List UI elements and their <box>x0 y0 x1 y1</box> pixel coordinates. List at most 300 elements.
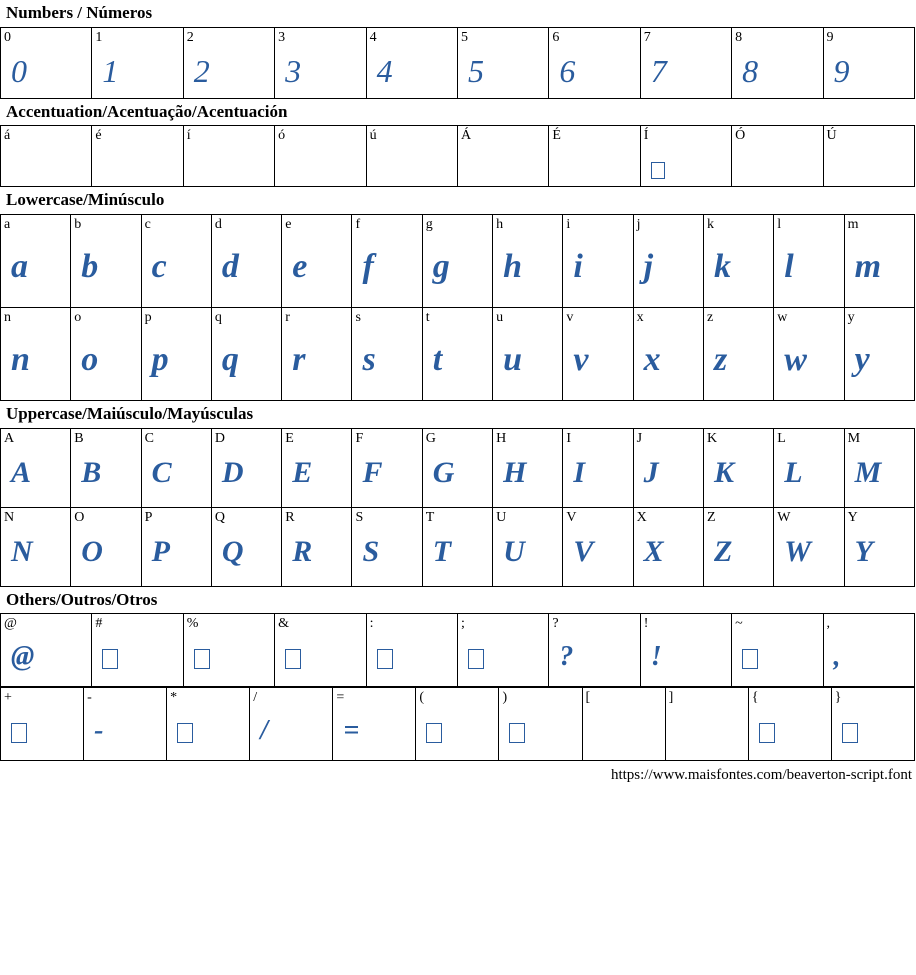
glyph-sample: H <box>503 455 527 489</box>
section-title-numbers: Numbers / Números <box>6 3 153 22</box>
glyph-sample-missing <box>275 633 365 673</box>
glyph-label: S <box>355 509 364 525</box>
glyph-table-accentuation <box>0 125 915 187</box>
glyph-sample <box>666 707 748 719</box>
glyph-sample <box>583 707 665 719</box>
glyph-sample: p <box>151 341 169 379</box>
glyph-label: ú <box>369 128 377 144</box>
glyph-label: 8 <box>735 29 743 45</box>
glyph-cell[interactable] <box>732 27 823 98</box>
glyph-label: Ú <box>826 128 837 144</box>
glyph-cell[interactable] <box>211 215 281 308</box>
glyph-sample: l <box>784 248 794 286</box>
glyph-sample: B <box>81 455 102 489</box>
glyph-label: é <box>95 128 102 144</box>
glyph-label: ~ <box>735 616 743 632</box>
glyph-label: D <box>214 430 226 446</box>
glyph-label: 3 <box>278 29 286 45</box>
glyph-label: , <box>826 616 831 632</box>
section-title-accentuation: Accentuation/Acentuação/Acentuación <box>6 101 288 121</box>
glyph-label: Ó <box>735 128 746 144</box>
glyph-cell[interactable] <box>457 27 548 98</box>
glyph-sample: w <box>784 341 807 379</box>
glyph-sample <box>458 145 548 157</box>
glyph-cell[interactable] <box>457 614 548 687</box>
glyph-cell[interactable] <box>275 27 366 98</box>
glyph-sample: x <box>643 341 661 379</box>
glyph-sample: g <box>432 248 450 286</box>
glyph-label: [ <box>585 690 591 706</box>
glyph-sample: j <box>643 248 654 286</box>
glyph-cell[interactable] <box>732 126 823 187</box>
table-row <box>1 688 915 761</box>
glyph-label: p <box>144 310 152 326</box>
glyph-cell[interactable] <box>640 27 731 98</box>
glyph-cell[interactable] <box>211 308 281 401</box>
glyph-label: m <box>847 217 859 233</box>
glyph-sample <box>92 145 182 157</box>
glyph-cell[interactable] <box>549 126 640 187</box>
glyph-cell[interactable] <box>92 126 183 187</box>
glyph-label: Í <box>643 128 649 144</box>
glyph-sample: Y <box>854 534 873 568</box>
glyph-label: } <box>834 690 842 706</box>
glyph-sample: @ <box>11 641 35 673</box>
glyph-label: i <box>566 217 571 233</box>
glyph-label: U <box>496 509 507 525</box>
table-row <box>1 126 915 187</box>
glyph-sample: W <box>784 534 811 568</box>
glyph-cell[interactable] <box>422 215 492 308</box>
glyph-sample: d <box>221 248 239 286</box>
glyph-label: 0 <box>4 29 11 45</box>
glyph-cell[interactable] <box>141 215 211 308</box>
glyph-label: n <box>4 310 11 326</box>
glyph-label: 9 <box>826 29 834 45</box>
glyph-cell[interactable] <box>563 507 633 586</box>
glyph-sample: A <box>11 455 32 489</box>
glyph-label: : <box>369 616 374 632</box>
glyph-label: á <box>4 128 11 144</box>
glyph-cell[interactable] <box>183 126 274 187</box>
glyph-label: W <box>777 509 791 525</box>
glyph-label: @ <box>4 616 17 632</box>
glyph-label: M <box>847 430 861 446</box>
glyph-sample: c <box>151 248 167 286</box>
glyph-table-numbers <box>0 27 915 99</box>
glyph-cell[interactable] <box>71 507 141 586</box>
glyph-label: ; <box>460 616 465 632</box>
glyph-sample-missing <box>416 707 498 747</box>
glyph-sample <box>732 145 822 157</box>
glyph-sample: , <box>833 641 841 673</box>
glyph-table-uppercase <box>0 428 915 587</box>
glyph-sample: r <box>292 341 306 379</box>
glyph-cell[interactable] <box>633 308 703 401</box>
glyph-cell[interactable] <box>84 688 167 761</box>
glyph-sample: i <box>573 248 583 286</box>
glyph-label: v <box>566 310 574 326</box>
glyph-cell[interactable] <box>844 308 914 401</box>
glyph-cell[interactable] <box>183 27 274 98</box>
glyph-cell[interactable] <box>422 507 492 586</box>
glyph-cell[interactable] <box>563 428 633 507</box>
glyph-sample: ! <box>650 641 662 673</box>
glyph-label: 1 <box>95 29 103 45</box>
glyph-sample <box>549 145 639 157</box>
glyph-sample: e <box>292 248 308 286</box>
glyph-label: y <box>847 310 855 326</box>
glyph-cell[interactable] <box>549 27 640 98</box>
glyph-label: c <box>144 217 151 233</box>
glyph-sample: Z <box>713 534 733 568</box>
glyph-label: q <box>214 310 222 326</box>
glyph-label: u <box>496 310 504 326</box>
glyph-sample: v <box>573 341 589 379</box>
missing-glyph-icon <box>377 649 393 669</box>
glyph-label: J <box>636 430 643 446</box>
glyph-sample: T <box>432 534 452 568</box>
glyph-cell[interactable] <box>831 688 914 761</box>
glyph-cell[interactable] <box>493 308 563 401</box>
glyph-cell[interactable] <box>1 215 71 308</box>
glyph-label: B <box>74 430 84 446</box>
glyph-sample: 4 <box>376 52 393 89</box>
glyph-label: r <box>285 310 290 326</box>
glyph-cell[interactable] <box>1 507 71 586</box>
glyph-cell[interactable] <box>167 688 250 761</box>
glyph-sample-missing <box>832 707 914 747</box>
glyph-label: l <box>777 217 782 233</box>
glyph-sample: q <box>221 341 239 379</box>
glyph-label: { <box>751 690 759 706</box>
glyph-cell[interactable] <box>457 126 548 187</box>
glyph-sample-missing <box>367 633 457 673</box>
missing-glyph-icon <box>651 162 665 179</box>
glyph-sample: X <box>643 534 664 568</box>
glyph-label: ] <box>668 690 674 706</box>
glyph-cell[interactable] <box>665 688 748 761</box>
glyph-label: L <box>777 430 786 446</box>
glyph-sample: O <box>81 534 103 568</box>
glyph-cell[interactable] <box>1 688 84 761</box>
glyph-sample: m <box>854 248 882 286</box>
glyph-sample <box>275 145 365 157</box>
glyph-cell[interactable] <box>141 308 211 401</box>
glyph-cell[interactable] <box>640 614 731 687</box>
table-row <box>1 614 915 687</box>
glyph-sample: 6 <box>559 52 576 89</box>
glyph-cell[interactable] <box>703 428 773 507</box>
glyph-cell[interactable] <box>732 614 823 687</box>
glyph-label: N <box>4 509 15 525</box>
glyph-sample: 5 <box>467 52 484 89</box>
glyph-cell[interactable] <box>823 126 914 187</box>
glyph-label: 2 <box>186 29 194 45</box>
glyph-sample-missing <box>458 633 548 673</box>
glyph-cell[interactable] <box>844 428 914 507</box>
glyph-label: b <box>74 217 82 233</box>
glyph-sample: k <box>713 248 731 286</box>
glyph-cell[interactable] <box>633 215 703 308</box>
section-title-uppercase: Uppercase/Maiúsculo/Mayúsculas <box>6 404 254 424</box>
glyph-sample: 0 <box>11 52 27 89</box>
glyph-sample: L <box>784 455 803 489</box>
glyph-cell[interactable] <box>703 507 773 586</box>
glyph-sample: M <box>854 455 882 489</box>
glyph-sample: V <box>573 534 594 568</box>
glyph-label: Q <box>214 509 226 525</box>
glyph-sample <box>824 145 914 157</box>
glyph-table-others <box>0 613 915 687</box>
glyph-sample: y <box>854 341 870 379</box>
glyph-cell[interactable] <box>844 507 914 586</box>
glyph-sample: a <box>11 248 28 286</box>
glyph-sample: f <box>362 248 374 286</box>
glyph-label: z <box>706 310 714 326</box>
glyph-label: T <box>425 509 435 525</box>
glyph-sample: G <box>432 455 455 489</box>
glyph-label: I <box>566 430 572 446</box>
glyph-sample: U <box>503 534 525 568</box>
glyph-label: X <box>636 509 647 525</box>
glyph-cell[interactable] <box>748 688 831 761</box>
missing-glyph-icon <box>509 723 525 743</box>
glyph-label: V <box>566 509 577 525</box>
glyph-table-lowercase <box>0 214 915 401</box>
glyph-cell[interactable] <box>703 215 773 308</box>
glyph-label: x <box>636 310 644 326</box>
glyph-cell[interactable] <box>250 688 333 761</box>
glyph-label: A <box>4 430 15 446</box>
source-url[interactable]: https://www.maisfontes.com/beaverton-script.font <box>610 767 912 784</box>
glyph-cell[interactable] <box>774 308 844 401</box>
missing-glyph-icon <box>842 723 858 743</box>
glyph-label: h <box>496 217 504 233</box>
glyph-cell[interactable] <box>422 308 492 401</box>
glyph-cell[interactable] <box>275 126 366 187</box>
glyph-sample: z <box>713 341 728 379</box>
glyph-sample: J <box>643 455 659 489</box>
glyph-sample: b <box>81 248 99 286</box>
glyph-label: H <box>496 430 507 446</box>
glyph-sample: s <box>362 341 376 379</box>
glyph-cell[interactable] <box>92 27 183 98</box>
glyph-sample: u <box>503 341 522 379</box>
glyph-sample <box>1 145 91 157</box>
glyph-label: ? <box>552 616 559 632</box>
glyph-cell[interactable] <box>282 308 352 401</box>
glyph-cell[interactable] <box>366 614 457 687</box>
glyph-sample: o <box>81 341 99 379</box>
glyph-label: 7 <box>643 29 651 45</box>
glyph-sample: 8 <box>742 52 759 89</box>
glyph-cell[interactable] <box>563 308 633 401</box>
glyph-sample-missing <box>184 633 274 673</box>
glyph-cell[interactable] <box>582 688 665 761</box>
glyph-cell[interactable] <box>275 614 366 687</box>
table-row <box>1 308 915 401</box>
glyph-label: o <box>74 310 82 326</box>
glyph-cell[interactable] <box>211 507 281 586</box>
glyph-cell[interactable] <box>499 688 582 761</box>
glyph-label: s <box>355 310 361 326</box>
glyph-label: = <box>336 690 345 706</box>
glyph-label: F <box>355 430 364 446</box>
glyph-label: # <box>95 616 103 632</box>
glyph-cell[interactable] <box>141 507 211 586</box>
glyph-cell[interactable] <box>1 126 92 187</box>
glyph-cell[interactable] <box>141 428 211 507</box>
glyph-cell[interactable] <box>549 614 640 687</box>
glyph-cell[interactable] <box>422 428 492 507</box>
glyph-table-others-2 <box>0 687 915 761</box>
glyph-sample <box>367 145 457 157</box>
missing-glyph-icon <box>426 723 442 743</box>
glyph-label: k <box>706 217 714 233</box>
glyph-sample: / <box>260 715 269 747</box>
glyph-cell[interactable] <box>703 308 773 401</box>
glyph-label: & <box>278 616 290 632</box>
glyph-sample: D <box>221 455 244 489</box>
glyph-label: ! <box>643 616 649 632</box>
glyph-cell[interactable] <box>366 126 457 187</box>
glyph-cell[interactable] <box>71 215 141 308</box>
glyph-cell[interactable] <box>1 614 92 687</box>
glyph-label: P <box>144 509 153 525</box>
glyph-cell[interactable] <box>352 507 422 586</box>
glyph-cell[interactable] <box>333 688 416 761</box>
glyph-cell[interactable] <box>1 308 71 401</box>
glyph-label: ó <box>278 128 286 144</box>
glyph-sample-missing <box>1 707 83 747</box>
glyph-cell[interactable] <box>282 507 352 586</box>
glyph-cell[interactable] <box>1 428 71 507</box>
glyph-cell[interactable] <box>211 428 281 507</box>
glyph-cell[interactable] <box>823 614 914 687</box>
glyph-cell[interactable] <box>352 215 422 308</box>
glyph-sample-missing <box>749 707 831 747</box>
glyph-sample: = <box>343 715 360 747</box>
glyph-sample: E <box>292 455 313 489</box>
glyph-sample: 7 <box>650 52 667 89</box>
glyph-sample: C <box>151 455 172 489</box>
glyph-cell[interactable] <box>633 507 703 586</box>
table-row <box>1 27 915 98</box>
glyph-cell[interactable] <box>823 27 914 98</box>
glyph-label: * <box>170 690 178 706</box>
glyph-label: + <box>4 690 12 706</box>
table-row <box>1 215 915 308</box>
glyph-cell[interactable] <box>563 215 633 308</box>
glyph-label: É <box>552 128 561 144</box>
glyph-cell[interactable] <box>282 428 352 507</box>
glyph-label: E <box>285 430 294 446</box>
glyph-cell[interactable] <box>633 428 703 507</box>
glyph-label: í <box>186 128 191 144</box>
glyph-cell[interactable] <box>1 27 92 98</box>
glyph-cell[interactable] <box>493 507 563 586</box>
missing-glyph-icon <box>102 649 118 669</box>
section-title-others: Others/Outros/Otros <box>6 589 158 609</box>
glyph-sample-missing <box>92 633 182 673</box>
glyph-sample: Q <box>221 534 244 568</box>
glyph-label: O <box>74 509 85 525</box>
glyph-label: d <box>214 217 222 233</box>
glyph-sample-missing <box>641 145 731 183</box>
glyph-sample: R <box>292 534 313 568</box>
glyph-sample: ? <box>559 641 574 673</box>
glyph-sample: n <box>11 341 30 379</box>
glyph-cell[interactable] <box>71 428 141 507</box>
glyph-label: 5 <box>460 29 468 45</box>
glyph-label: % <box>186 616 199 632</box>
missing-glyph-icon <box>468 649 484 669</box>
missing-glyph-icon <box>759 723 775 743</box>
glyph-cell[interactable] <box>493 215 563 308</box>
glyph-cell[interactable] <box>774 428 844 507</box>
glyph-sample: - <box>94 715 104 747</box>
section-title-lowercase: Lowercase/Minúsculo <box>6 190 165 210</box>
glyph-label: K <box>706 430 718 446</box>
glyph-cell[interactable] <box>774 507 844 586</box>
glyph-sample: S <box>362 534 380 568</box>
missing-glyph-icon <box>285 649 301 669</box>
glyph-label: - <box>87 690 92 706</box>
glyph-label: f <box>355 217 361 233</box>
glyph-cell[interactable] <box>366 27 457 98</box>
glyph-cell[interactable] <box>774 215 844 308</box>
glyph-label: 4 <box>369 29 377 45</box>
glyph-cell[interactable] <box>640 126 731 187</box>
glyph-label: w <box>777 310 788 326</box>
glyph-label: G <box>425 430 436 446</box>
glyph-label: C <box>144 430 154 446</box>
table-row <box>1 507 915 586</box>
missing-glyph-icon <box>177 723 193 743</box>
glyph-cell[interactable] <box>71 308 141 401</box>
glyph-cell[interactable] <box>844 215 914 308</box>
glyph-cell[interactable] <box>493 428 563 507</box>
glyph-sample: 2 <box>193 52 210 89</box>
glyph-label: ) <box>502 690 508 706</box>
glyph-sample: I <box>573 455 586 489</box>
glyph-sample: 1 <box>102 52 119 89</box>
glyph-label: ( <box>419 690 425 706</box>
glyph-sample: K <box>713 455 734 489</box>
glyph-label: a <box>4 217 11 233</box>
glyph-cell[interactable] <box>183 614 274 687</box>
glyph-sample: t <box>432 341 443 379</box>
glyph-label: Z <box>706 509 716 525</box>
glyph-label: Y <box>847 509 858 525</box>
glyph-label: Á <box>460 128 472 144</box>
glyph-sample-missing <box>499 707 581 747</box>
glyph-sample: 3 <box>285 52 302 89</box>
glyph-cell[interactable] <box>416 688 499 761</box>
glyph-label: e <box>285 217 292 233</box>
glyph-label: 6 <box>552 29 560 45</box>
glyph-cell[interactable] <box>352 428 422 507</box>
glyph-label: / <box>253 690 258 706</box>
missing-glyph-icon <box>742 649 758 669</box>
glyph-sample: 9 <box>833 52 850 89</box>
glyph-cell[interactable] <box>282 215 352 308</box>
glyph-cell[interactable] <box>352 308 422 401</box>
missing-glyph-icon <box>11 723 27 743</box>
glyph-label: t <box>425 310 430 326</box>
glyph-cell[interactable] <box>92 614 183 687</box>
